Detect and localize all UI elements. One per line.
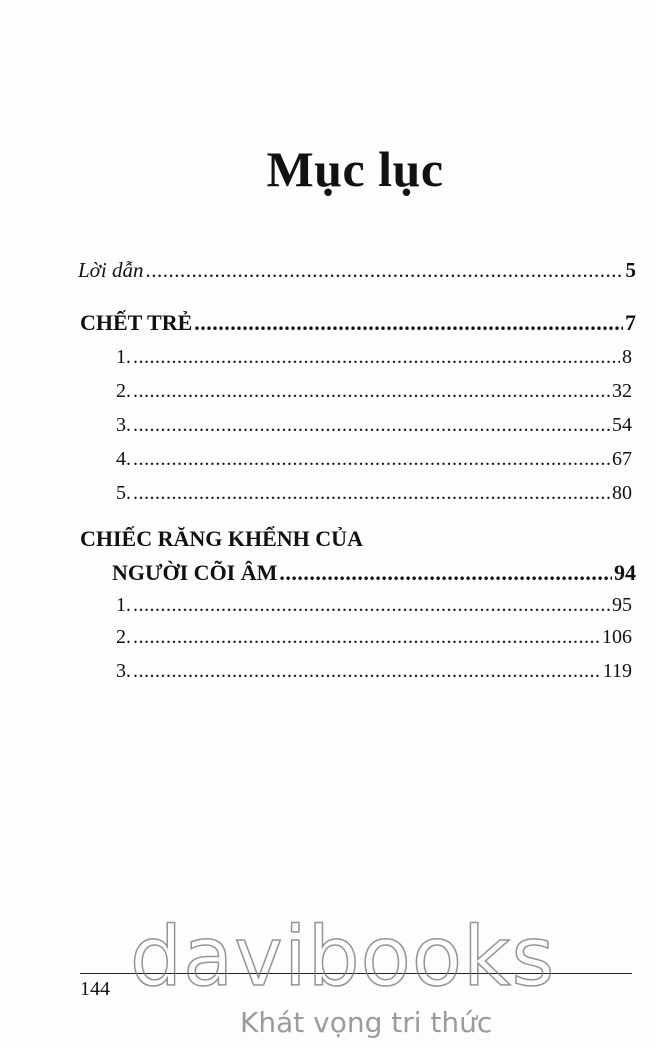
watermark-logo: davibooks — [130, 910, 556, 1005]
dot-leader — [133, 448, 610, 471]
toc-item-page: 67 — [612, 448, 632, 470]
dot-leader — [194, 310, 623, 336]
toc-item[interactable] — [116, 414, 632, 437]
toc-item[interactable] — [116, 626, 632, 649]
toc-item[interactable] — [116, 482, 632, 505]
page-title: Mục lục — [266, 141, 444, 197]
page-number: 144 — [80, 978, 110, 1000]
toc-item-page: 106 — [602, 626, 632, 648]
toc-item-page: 54 — [612, 414, 632, 436]
toc-item[interactable] — [116, 346, 632, 369]
toc-item[interactable] — [116, 380, 632, 403]
dot-leader — [133, 414, 610, 437]
toc-item-page: 32 — [612, 380, 632, 402]
toc-entry-label: Lời dẫn — [78, 258, 144, 282]
toc-item-label: 5. — [116, 482, 131, 504]
watermark-tagline: Khát vọng tri thức — [240, 1006, 493, 1039]
dot-leader — [145, 258, 623, 283]
dot-leader — [279, 560, 612, 586]
dot-leader — [133, 626, 600, 649]
toc-section-1[interactable] — [80, 310, 636, 336]
toc-section-title: NGƯỜI CÕI ÂM — [112, 560, 278, 585]
toc-item-label: 4. — [116, 448, 131, 470]
toc-section-page: 7 — [625, 310, 636, 335]
toc-item-page: 95 — [612, 594, 632, 616]
toc-item-label: 1. — [116, 594, 131, 616]
toc-item[interactable] — [116, 660, 632, 683]
toc-entry-intro[interactable] — [78, 258, 636, 283]
toc-item-page: 119 — [602, 660, 632, 682]
toc-section-2-title-line1: CHIẾC RĂNG KHỂNH CỦA — [80, 526, 363, 551]
toc-section-page: 94 — [614, 560, 636, 585]
toc-item-label: 3. — [116, 660, 131, 682]
toc-item-label: 2. — [116, 626, 131, 648]
toc-item-label: 2. — [116, 380, 131, 402]
toc-item-page: 8 — [622, 346, 632, 368]
dot-leader — [133, 380, 610, 403]
toc-section-2[interactable] — [112, 560, 636, 586]
toc-section-title: CHẾT TRẺ — [80, 310, 193, 335]
toc-item-label: 1. — [116, 346, 131, 368]
dot-leader — [133, 594, 610, 617]
toc-item[interactable] — [116, 594, 632, 617]
toc-entry-page: 5 — [625, 258, 636, 282]
toc-item-label: 3. — [116, 414, 131, 436]
dot-leader — [133, 346, 620, 369]
toc-item[interactable] — [116, 448, 632, 471]
dot-leader — [133, 482, 610, 505]
toc-item-page: 80 — [612, 482, 632, 504]
dot-leader — [133, 660, 601, 683]
